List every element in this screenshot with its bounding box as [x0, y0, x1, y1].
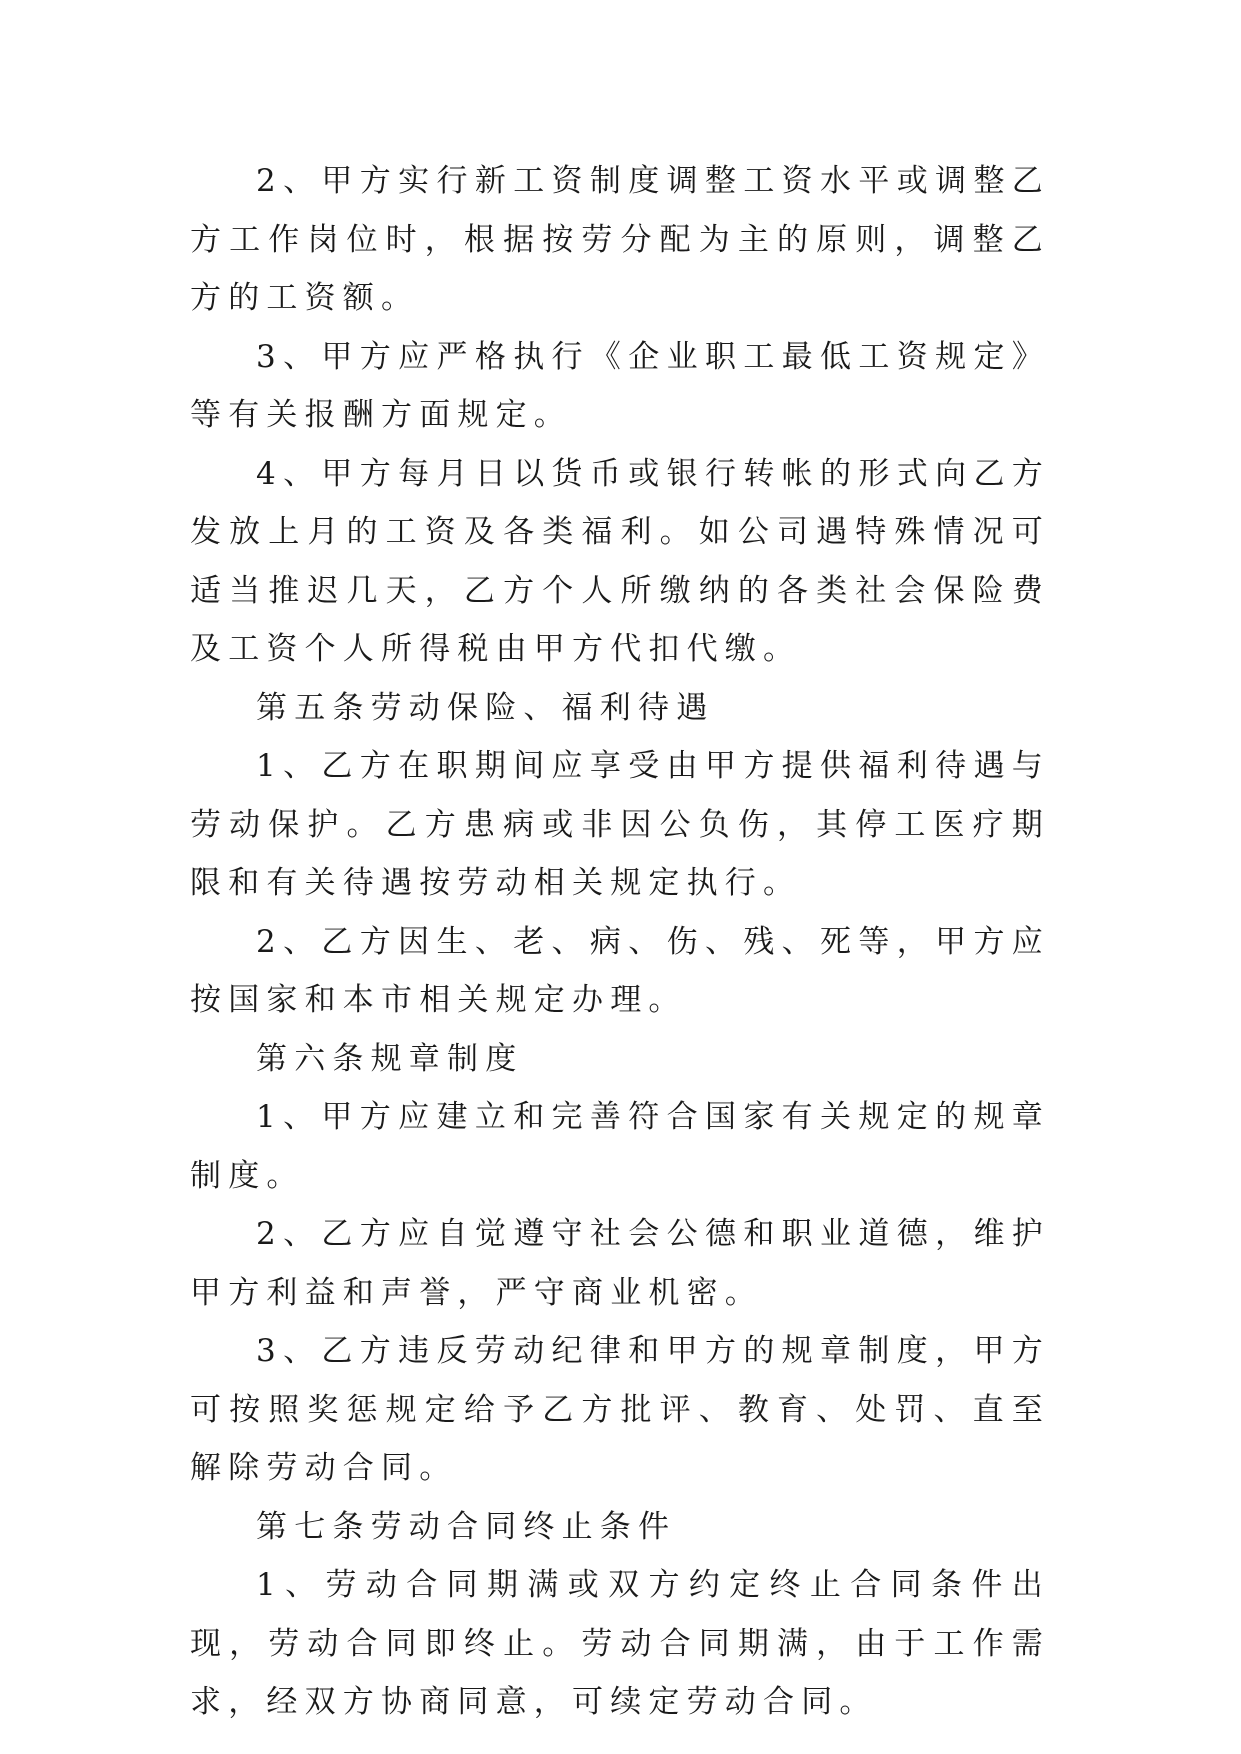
paragraph-rules-comply: 2、乙方应自觉遵守社会公德和职业道德，维护甲方利益和声誉，严守商业机密。 [190, 1216, 1050, 1311]
paragraph-wage-payment: 4、甲方每月日以货币或银行转帐的形式向乙方发放上月的工资及各类福利。如公司遇特殊情况可适当推迟几天，乙方个人所缴纳的各类社会保险费及工资个人所得税由甲方代扣代缴。 [190, 455, 1050, 667]
heading-article-7: 第七条劳动合同终止条件 [256, 1508, 677, 1545]
heading-article-5: 第五条劳动保险、福利待遇 [256, 689, 715, 726]
paragraph-illness-death: 2、乙方因生、老、病、伤、残、死等，甲方应按国家和本市相关规定办理。 [190, 923, 1050, 1018]
heading-article-6: 第六条规章制度 [256, 1040, 524, 1077]
paragraph-rules-establish: 1、甲方应建立和完善符合国家有关规定的规章制度。 [190, 1099, 1050, 1194]
paragraph-wage-adjustment: 2、甲方实行新工资制度调整工资水平或调整乙方工作岗位时，根据按劳分配为主的原则，调整乙方的工资额。 [190, 163, 1050, 316]
paragraph-welfare-protection: 1、乙方在职期间应享受由甲方提供福利待遇与劳动保护。乙方患病或非因公负伤，其停工医疗期限和有关待遇按劳动相关规定执行。 [190, 748, 1050, 901]
paragraph-minimum-wage: 3、甲方应严格执行《企业职工最低工资规定》等有关报酬方面规定。 [190, 338, 1050, 433]
paragraph-rules-violation: 3、乙方违反劳动纪律和甲方的规章制度，甲方可按照奖惩规定给予乙方批评、教育、处罚、直至解除劳动合同。 [190, 1333, 1050, 1486]
document-body [190, 152, 1050, 1732]
paragraph-contract-termination: 1、劳动合同期满或双方约定终止合同条件出现，劳动合同即终止。劳动合同期满，由于工作需求，经双方协商同意，可续定劳动合同。 [190, 1567, 1050, 1720]
